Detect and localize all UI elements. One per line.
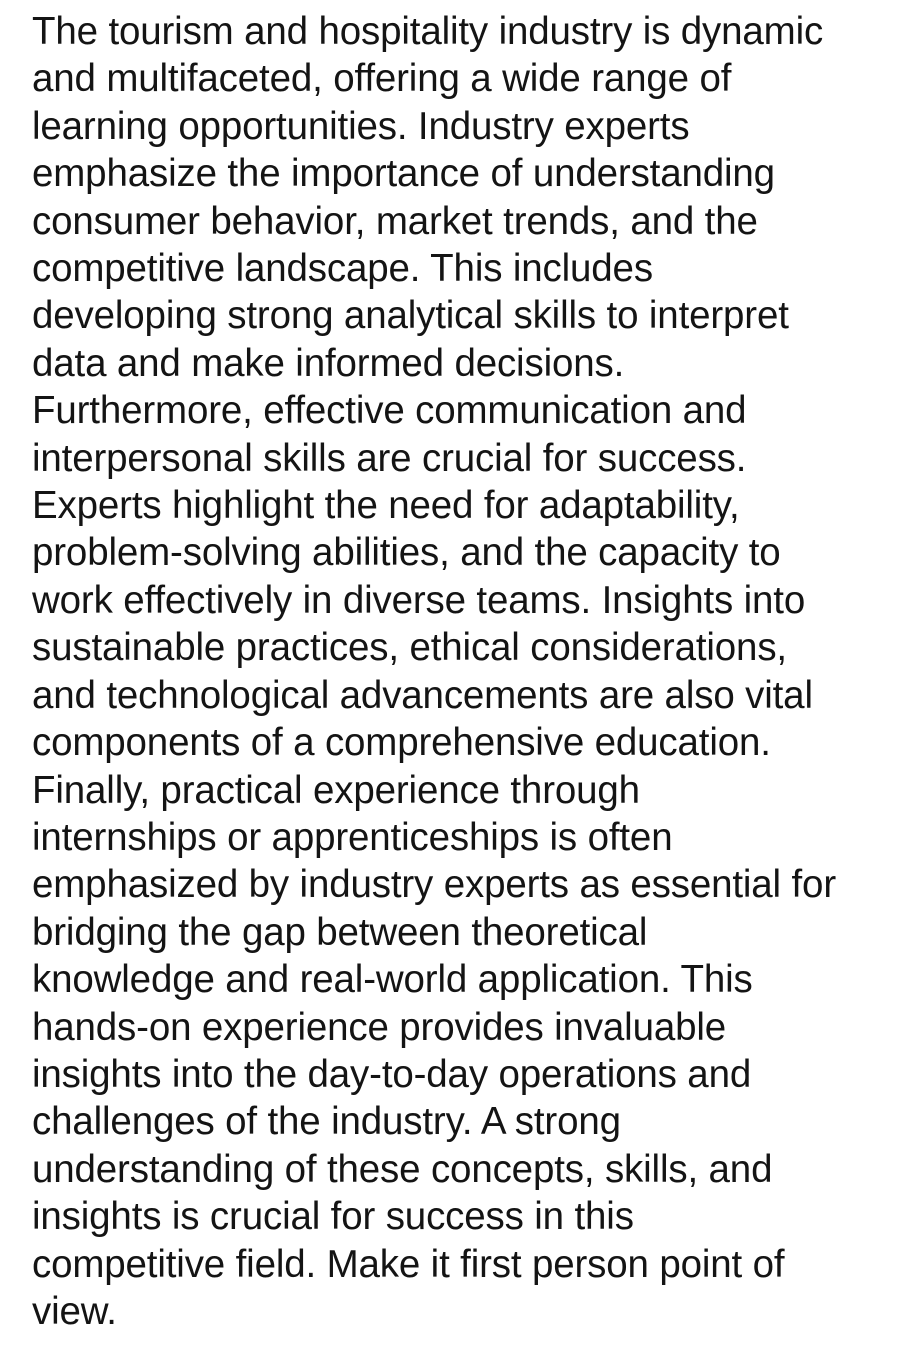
text-line: learning opportunities. Industry experts bbox=[32, 104, 690, 148]
text-line: Experts highlight the need for adaptability, bbox=[32, 484, 740, 528]
text-line: Furthermore, effective communication and bbox=[32, 389, 747, 433]
text-line: work effectively in diverse teams. Insights into bbox=[32, 578, 806, 622]
text-line: knowledge and real-world application. This bbox=[32, 958, 753, 1002]
text-line: challenges of the industry. A strong bbox=[32, 1100, 621, 1144]
text-line: bridging the gap between theoretical bbox=[32, 910, 648, 954]
text-line: emphasized by industry experts as essential for bbox=[32, 863, 836, 907]
text-line: and technological advancements are also vital bbox=[32, 673, 813, 717]
text-line: components of a comprehensive education. bbox=[32, 721, 771, 765]
text-line: view. bbox=[32, 1289, 117, 1333]
text-line: emphasize the importance of understanding bbox=[32, 152, 775, 196]
text-line: data and make informed decisions. bbox=[32, 341, 625, 385]
text-line: insights is crucial for success in this bbox=[32, 1195, 634, 1239]
text-line: Finally, practical experience through bbox=[32, 768, 640, 812]
text-line: understanding of these concepts, skills, and bbox=[32, 1147, 773, 1191]
message-text bbox=[32, 8, 902, 1335]
text-line: insights into the day-to-day operations and bbox=[32, 1052, 752, 1096]
text-line: problem-solving abilities, and the capacity to bbox=[32, 531, 781, 575]
text-line: hands-on experience provides invaluable bbox=[32, 1005, 727, 1049]
text-line: consumer behavior, market trends, and the bbox=[32, 199, 758, 243]
text-line: sustainable practices, ethical considerations, bbox=[32, 626, 787, 670]
text-line: and multifaceted, offering a wide range of bbox=[32, 57, 732, 101]
text-line: competitive field. Make it first person point of bbox=[32, 1242, 785, 1286]
text-line: interpersonal skills are crucial for success. bbox=[32, 436, 747, 480]
text-line: The tourism and hospitality industry is dynamic bbox=[32, 10, 824, 53]
text-line: competitive landscape. This includes bbox=[32, 247, 653, 291]
text-line: internships or apprenticeships is often bbox=[32, 815, 673, 859]
text-line: developing strong analytical skills to interpret bbox=[32, 294, 789, 338]
